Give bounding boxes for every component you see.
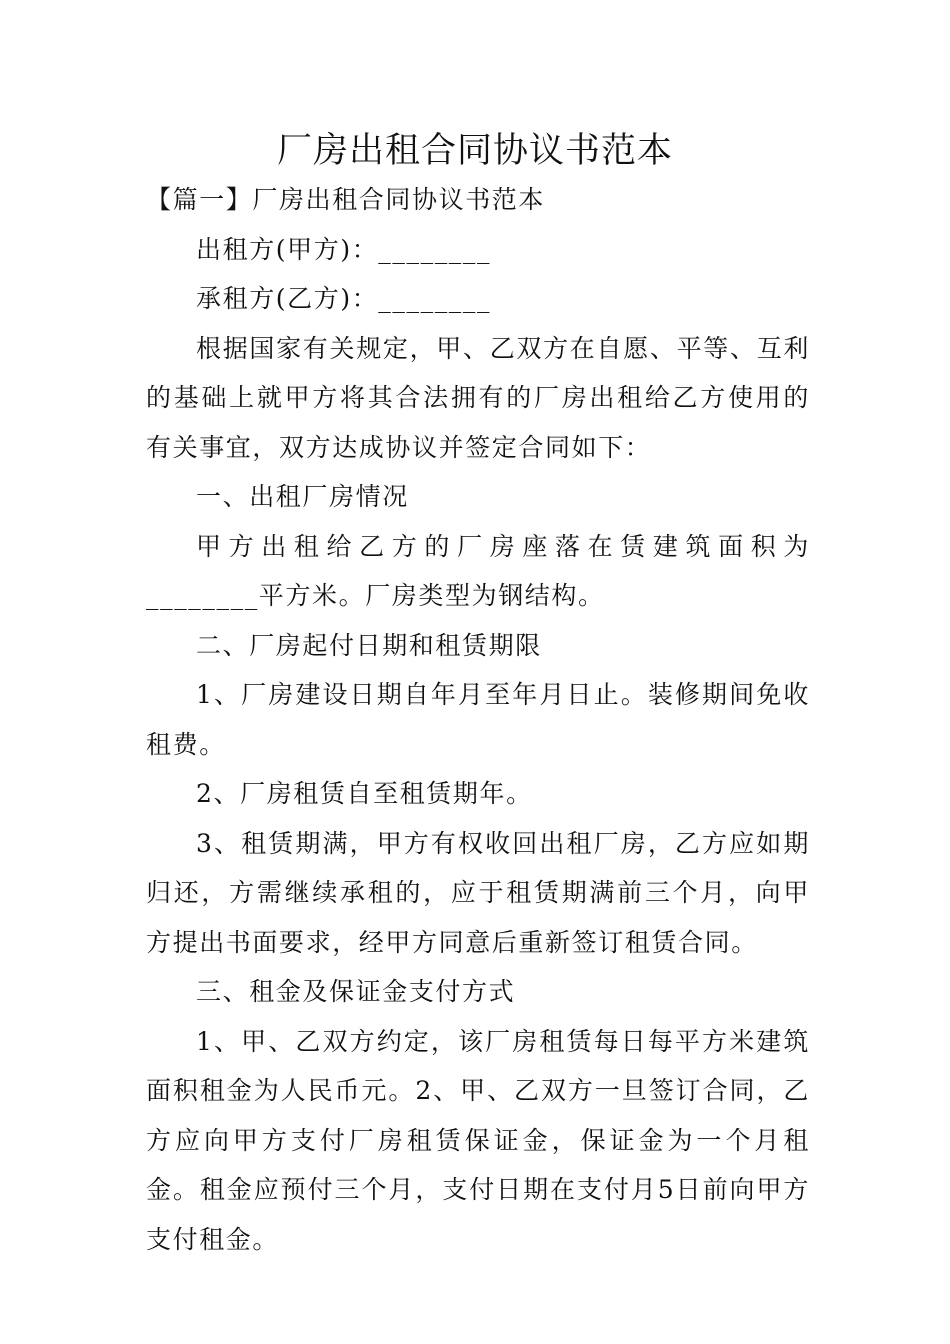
section-heading-1: 一、出租厂房情况 bbox=[196, 482, 409, 511]
lessee-line: 承租方(乙方)：________ bbox=[196, 284, 492, 313]
clause-3-1: 1、甲、乙双方约定，该厂房租赁每日每平方米建筑面积租金为人民币元。2、甲、乙双方一旦签订合同，乙方应向甲方支付厂房租赁保证金，保证金为一个月租金。租金应预付三个月，支付日期在支付月5日前向甲方支付租金。 bbox=[146, 1026, 810, 1254]
clause-2-3: 3、租赁期满，甲方有权收回出租厂房，乙方应如期归还，方需继续承租的，应于租赁期满前三个月，向甲方提出书面要求，经甲方同意后重新签订租赁合同。 bbox=[146, 828, 810, 957]
preamble-paragraph: 根据国家有关规定，甲、乙双方在自愿、平等、互利的基础上就甲方将其合法拥有的厂房出租给乙方使用的有关事宜，双方达成协议并签定合同如下： bbox=[146, 333, 810, 462]
section-heading-2: 二、厂房起付日期和租赁期限 bbox=[196, 630, 542, 660]
section-heading-part-one: 【篇一】厂房出租合同协议书范本 bbox=[146, 185, 546, 214]
clause-2-2: 2、厂房租赁自至租赁期年。 bbox=[196, 779, 533, 808]
lessor-line: 出租方(甲方)：________ bbox=[196, 234, 492, 264]
document-title: 厂房出租合同协议书范本 bbox=[276, 131, 673, 171]
factory-description-paragraph: 甲方出租给乙方的厂房座落在赁建筑面积为________平方米。厂房类型为钢结构。 bbox=[146, 531, 810, 610]
section-heading-3: 三、租金及保证金支付方式 bbox=[196, 977, 516, 1006]
clause-2-1: 1、厂房建设日期自年月至年月日止。装修期间免收租费。 bbox=[146, 680, 810, 759]
document-body bbox=[146, 175, 810, 1264]
